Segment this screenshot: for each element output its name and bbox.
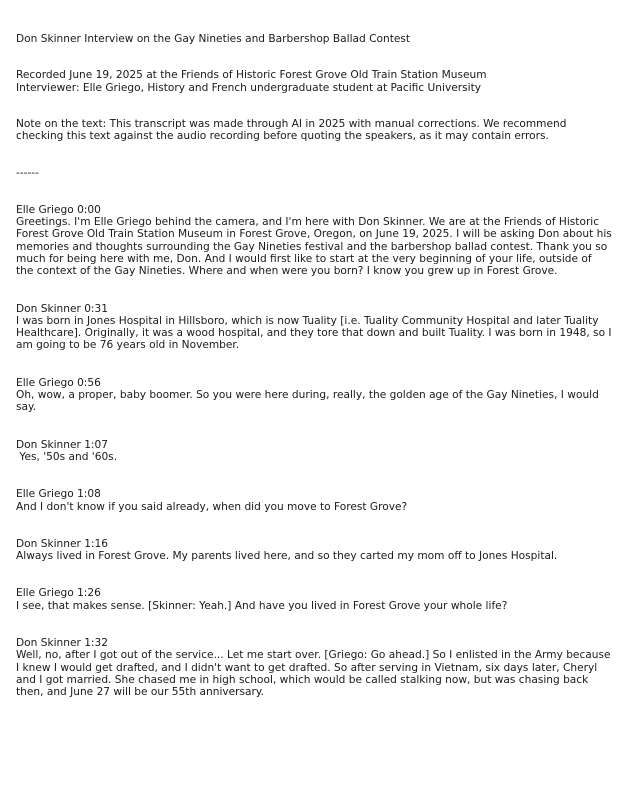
document-title: Don Skinner Interview on the Gay Nineties and Barbershop Ballad Contest [16,33,411,45]
interviewer-line: Interviewer: Elle Griego, History and French undergraduate student at Pacific University [16,81,481,94]
utterance-text: Yes, '50s and '60s. [16,450,118,463]
utterance-text: Always lived in Forest Grove. My parents lived here, and so they carted my mom off to Jones Hospital. [16,550,558,563]
speaker-timestamp: Don Skinner 1:32 [16,637,108,650]
utterance-text: I see, that makes sense. [Skinner: Yeah.] And have you lived in Forest Grove your whole life? [16,599,508,612]
transcript-entry [16,538,612,563]
utterance-text: Well, no, after I got out of the service... Let me start over. [Griego: Go ahead.] So I enlisted in the Army because I knew I would get drafted, and I didn't want to get drafted. So after serving in Vietnam, six days later, Cheryl and I got married. She chased me in high school, which would be called stalking now, but was chasing back then, and June 27 will be our 55th anniversary. [16,649,611,699]
speaker-timestamp: Elle Griego 0:56 [16,376,101,389]
recorded-line: Recorded June 19, 2025 at the Friends of Historic Forest Grove Old Train Station Museum [16,69,487,82]
transcript-entry [16,303,612,352]
speaker-timestamp: Elle Griego 0:00 [16,203,101,216]
section-divider [16,167,612,179]
speaker-timestamp: Don Skinner 1:16 [16,537,108,550]
transcript-entry [16,587,612,612]
note-text: Note on the text: This transcript was made through AI in 2025 with manual corrections. We recommend checking this text against the audio recording before quoting the speakers, as it may contain errors. [16,117,567,143]
utterance-text: Greetings. I'm Elle Griego behind the camera, and I'm here with Don Skinner. We are at the Friends of Historic Forest Grove Old Train Station Museum in Forest Grove, Oregon, on June 19, 2025. I will be asking Don about his memories and thoughts surrounding the Gay Nineties festival and the barbershop ballad contest. Thank you so much for being here with me, Don. And I would first like to start at the very beginning of your life, outside of the context of the Gay Nineties. Where and when were you born? I know you grew up in Forest Grove. [16,216,612,278]
document-title-block [16,33,612,45]
transcript-page [16,33,612,724]
transcript-entry [16,637,612,698]
utterance-text: And I don't know if you said already, when did you move to Forest Grove? [16,500,408,513]
speaker-timestamp: Elle Griego 1:08 [16,488,101,501]
transcript-entry [16,204,612,278]
speaker-timestamp: Don Skinner 1:07 [16,438,108,451]
utterance-text: Oh, wow, a proper, baby boomer. So you were here during, really, the golden age of the Gay Nineties, I would say. [16,389,599,414]
recording-metadata [16,69,612,94]
utterance-text: I was born in Jones Hospital in Hillsboro, which is now Tuality [i.e. Tuality Community Hospital and later Tuality Healthcare]. Originally, it was a wood hospital, and they tore that down and built Tuality. I was born in 1948, so I am going to be 76 years old in November. [16,314,612,352]
transcript-entry [16,488,612,513]
divider-text: ------ [16,167,39,180]
transcript-note [16,118,612,143]
transcript-entry [16,439,612,464]
transcript-entry [16,377,612,414]
speaker-timestamp: Elle Griego 1:26 [16,587,101,600]
speaker-timestamp: Don Skinner 0:31 [16,302,108,315]
